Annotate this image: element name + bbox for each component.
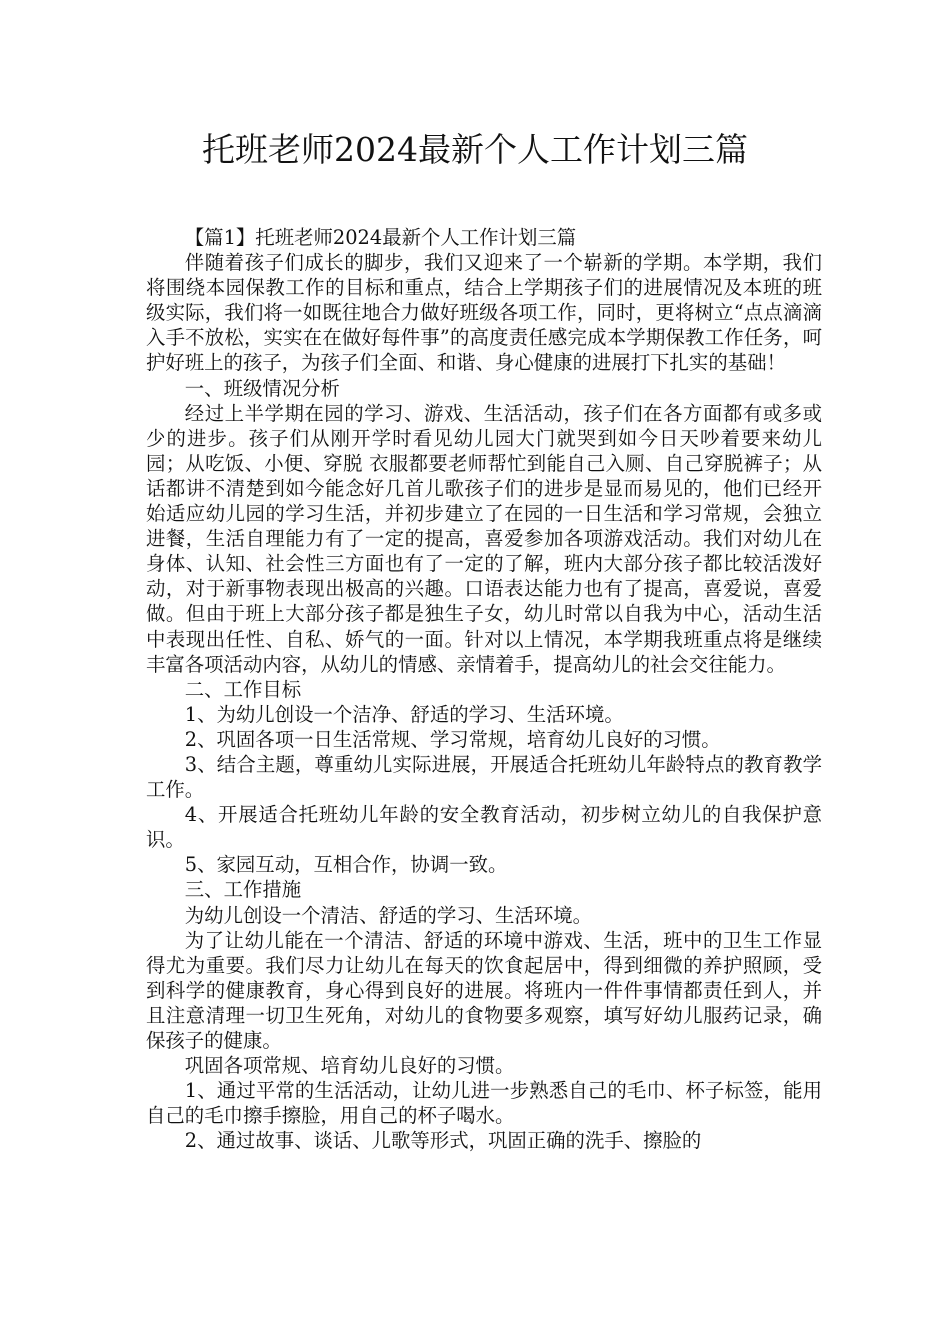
measure-subheading-habits: 巩固各项常规、培育幼儿良好的习惯。: [184, 1054, 515, 1078]
section-heading-work-measures: 三、工作措施: [184, 878, 302, 902]
goal-item-3: 3、结合主题，尊重幼儿实际进展，开展适合托班幼儿年龄特点的教育教学工作。: [146, 752, 822, 802]
goal-item-2: 2、巩固各项一日生活常规、学习常规，培育幼儿良好的习惯。: [184, 727, 721, 751]
document-body: [146, 225, 822, 1153]
paragraph-heading-part1: 【篇1】托班老师2024最新个人工作计划三篇: [184, 226, 577, 249]
goal-item-1: 1、为幼儿创设一个洁净、舒适的学习、生活环境。: [184, 702, 624, 726]
section-heading-class-analysis: 一、班级情况分析: [184, 376, 340, 400]
goal-item-4: 4、开展适合托班幼儿年龄的安全教育活动，初步树立幼儿的自我保护意识。: [146, 803, 822, 852]
habit-item-1: 1、通过平常的生活活动，让幼儿进一步熟悉自己的毛巾、杯子标签，能用自己的毛巾擦手擦脸，用自己的杯子喝水。: [146, 1079, 822, 1128]
document-title: 托班老师2024最新个人工作计划三篇: [202, 130, 748, 169]
habit-item-2: 2、通过故事、谈话、儿歌等形式，巩固正确的洗手、擦脸的: [184, 1129, 702, 1153]
goal-item-5: 5、家园互动，互相合作，协调一致。: [184, 853, 508, 877]
section-heading-work-goals: 二、工作目标: [184, 677, 302, 701]
measure-subheading-environment: 为幼儿创设一个清洁、舒适的学习、生活环境。: [184, 903, 592, 927]
paragraph-class-analysis: 经过上半学期在园的学习、游戏、生活活动，孩子们在各方面都有或多或少的进步。孩子们从刚开学时看见幼儿园大门就哭到如今日天吵着要来幼儿园；从吃饭、小便、穿脱 衣服都要老师帮忙到能自己入厕、自己穿脱裤子；从话都讲不清楚到如今能念好几首儿歌孩子们的进步是显而易见的，他们已经开始适应幼儿园的学习生活，并初步建立了在园的一日生活和学习常规，会独立进餐，生活自理能力有了一定的提高，喜爱参加各项游戏活动。我们对幼儿在身体、认知、社会性三方面也有了一定的了解，班内大部分孩子都比较活泼好动，对于新事物表现出极高的兴趣。口语表达能力也有了提高，喜爱说，喜爱做。但由于班上大部分孩子都是独生子女，幼儿时常以自我为中心，活动生活中表现出任性、自私、娇气的一面。针对以上情况，本学期我班重点将是继续丰富各项活动内容，从幼儿的情感、亲情着手，提高幼儿的社会交往能力。: [146, 401, 822, 676]
paragraph-environment: 为了让幼儿能在一个清洁、舒适的环境中游戏、生活，班中的卫生工作显得尤为重要。我们尽力让幼儿在每天的饮食起居中，得到细微的养护照顾，受到科学的健康教育，身心得到良好的进展。将班内一件件事情都责任到人，并且注意清理一切卫生死角，对幼儿的食物要多观察，填写好幼儿服药记录，确保孩子的健康。: [146, 928, 822, 1052]
paragraph-intro: 伴随着孩子们成长的脚步，我们又迎来了一个崭新的学期。本学期，我们将围绕本园保教工作的目标和重点，结合上学期孩子们的进展情况及本班的班级实际，我们将一如既往地合力做好班级各项工作，同时，更将树立“点点滴滴入手不放松，实实在在做好每件事”的高度责任感完成本学期保教工作任务，呵护好班上的孩子，为孩子们全面、和谐、身心健康的进展打下扎实的基础！: [146, 251, 822, 375]
